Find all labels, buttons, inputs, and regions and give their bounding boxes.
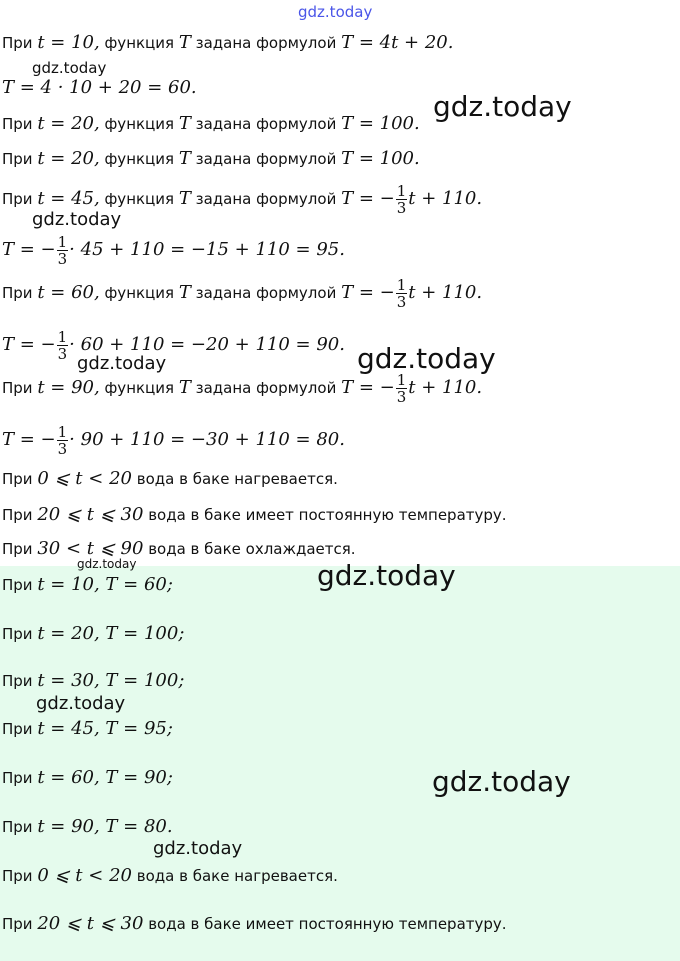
math: 20 ⩽ t ⩽ 30 xyxy=(37,913,144,934)
solution-line xyxy=(2,79,197,97)
line-text: При xyxy=(2,818,38,836)
solution-line xyxy=(2,115,420,133)
line-text: При xyxy=(2,190,38,208)
watermark: gdz.today xyxy=(432,765,571,798)
math: t = 45, T = 95; xyxy=(37,718,173,739)
line-text: функция xyxy=(99,34,179,52)
math: T = − xyxy=(2,334,56,355)
math: T = 100. xyxy=(341,113,420,134)
line-text: При xyxy=(2,720,38,738)
solution-line xyxy=(2,470,338,488)
watermark: gdz.today xyxy=(153,838,243,859)
solution-line xyxy=(2,271,482,315)
math: t = 20, T = 100; xyxy=(37,623,185,644)
math: t = 10, xyxy=(37,32,100,53)
math: T = − xyxy=(341,188,395,209)
fraction: $\frac{1}{3}$ xyxy=(396,371,407,406)
math: T = 4t + 20. xyxy=(341,32,454,53)
math: t = 90, T = 80. xyxy=(37,816,173,837)
line-text: задана формулой xyxy=(190,379,342,397)
math: t + 110. xyxy=(408,282,483,303)
line-text: задана формулой xyxy=(190,190,342,208)
fraction: $\frac{1}{3}$ xyxy=(57,328,68,363)
fraction: $\frac{1}{3}$ xyxy=(57,233,68,268)
answer-line xyxy=(2,576,173,594)
watermark: gdz.today xyxy=(298,3,373,21)
math: · 60 + 110 = −20 + 110 = 90. xyxy=(69,334,345,355)
math: 0 ⩽ t < 20 xyxy=(37,468,132,489)
line-text: При xyxy=(2,379,38,397)
watermark: gdz.today xyxy=(317,559,456,592)
watermark: gdz.today xyxy=(357,342,496,375)
solution-line xyxy=(2,323,345,367)
line-text: вода в баке имеет постоянную температуру. xyxy=(143,506,507,524)
solution-line xyxy=(2,540,356,558)
math: t + 110. xyxy=(408,188,483,209)
line-text: задана формулой xyxy=(190,284,342,302)
math: t = 30, T = 100; xyxy=(37,670,185,691)
line-text: вода в баке нагревается. xyxy=(131,867,338,885)
answer-line xyxy=(2,625,184,643)
line-text: При xyxy=(2,769,38,787)
watermark: gdz.today xyxy=(32,59,107,77)
math: 30 < t ⩽ 90 xyxy=(37,538,144,559)
math: T xyxy=(178,113,191,134)
math: T = 4 · 10 + 20 = 60. xyxy=(2,77,197,98)
line-text: При xyxy=(2,150,38,168)
math: 20 ⩽ t ⩽ 30 xyxy=(37,504,144,525)
watermark: gdz.today xyxy=(36,693,126,714)
math: t = 10, T = 60; xyxy=(37,574,173,595)
math: · 90 + 110 = −30 + 110 = 80. xyxy=(69,429,345,450)
line-text: При xyxy=(2,506,38,524)
line-text: функция xyxy=(99,150,179,168)
fraction: $\frac{1}{3}$ xyxy=(396,276,407,311)
solution-line xyxy=(2,150,420,168)
solution-line xyxy=(2,177,482,221)
math: t = 20, xyxy=(37,113,100,134)
math: · 45 + 110 = −15 + 110 = 95. xyxy=(69,239,345,260)
fraction: $\frac{1}{3}$ xyxy=(57,423,68,458)
math: T xyxy=(178,282,191,303)
line-text: При xyxy=(2,115,38,133)
math: T = − xyxy=(341,282,395,303)
math: T xyxy=(178,377,191,398)
line-text: вода в баке имеет постоянную температуру. xyxy=(143,915,507,933)
line-text: При xyxy=(2,34,38,52)
math: 0 ⩽ t < 20 xyxy=(37,865,132,886)
line-text: функция xyxy=(99,190,179,208)
solution-line xyxy=(2,34,453,52)
line-text: При xyxy=(2,672,38,690)
line-text: функция xyxy=(99,115,179,133)
math: t = 20, xyxy=(37,148,100,169)
watermark: gdz.today xyxy=(77,557,137,571)
line-text: При xyxy=(2,915,38,933)
watermark: gdz.today xyxy=(32,209,122,230)
math: t = 60, xyxy=(37,282,100,303)
watermark: gdz.today xyxy=(433,90,572,123)
solution-line xyxy=(2,366,482,410)
line-text: функция xyxy=(99,284,179,302)
answer-line xyxy=(2,867,338,885)
line-text: При xyxy=(2,576,38,594)
math: T = − xyxy=(2,239,56,260)
line-text: При xyxy=(2,470,38,488)
answer-line xyxy=(2,720,173,738)
math: T = 100. xyxy=(341,148,420,169)
solution-line xyxy=(2,418,345,462)
answer-line xyxy=(2,915,507,933)
solution-line xyxy=(2,506,507,524)
line-text: задана формулой xyxy=(190,115,342,133)
answer-line xyxy=(2,672,184,690)
math: T xyxy=(178,188,191,209)
line-text: При xyxy=(2,625,38,643)
line-text: При xyxy=(2,540,38,558)
line-text: При xyxy=(2,284,38,302)
math: t + 110. xyxy=(408,377,483,398)
line-text: При xyxy=(2,867,38,885)
math: T xyxy=(178,148,191,169)
math: t = 60, T = 90; xyxy=(37,767,173,788)
line-text: вода в баке нагревается. xyxy=(131,470,338,488)
solution-line xyxy=(2,228,345,272)
math: T = − xyxy=(341,377,395,398)
line-text: задана формулой xyxy=(190,150,342,168)
answer-line xyxy=(2,769,173,787)
math: t = 90, xyxy=(37,377,100,398)
watermark: gdz.today xyxy=(77,353,167,374)
math: t = 45, xyxy=(37,188,100,209)
fraction: $\frac{1}{3}$ xyxy=(396,182,407,217)
answer-line xyxy=(2,818,173,836)
line-text: вода в баке охлаждается. xyxy=(143,540,356,558)
line-text: функция xyxy=(99,379,179,397)
math: T = − xyxy=(2,429,56,450)
line-text: задана формулой xyxy=(190,34,342,52)
math: T xyxy=(178,32,191,53)
